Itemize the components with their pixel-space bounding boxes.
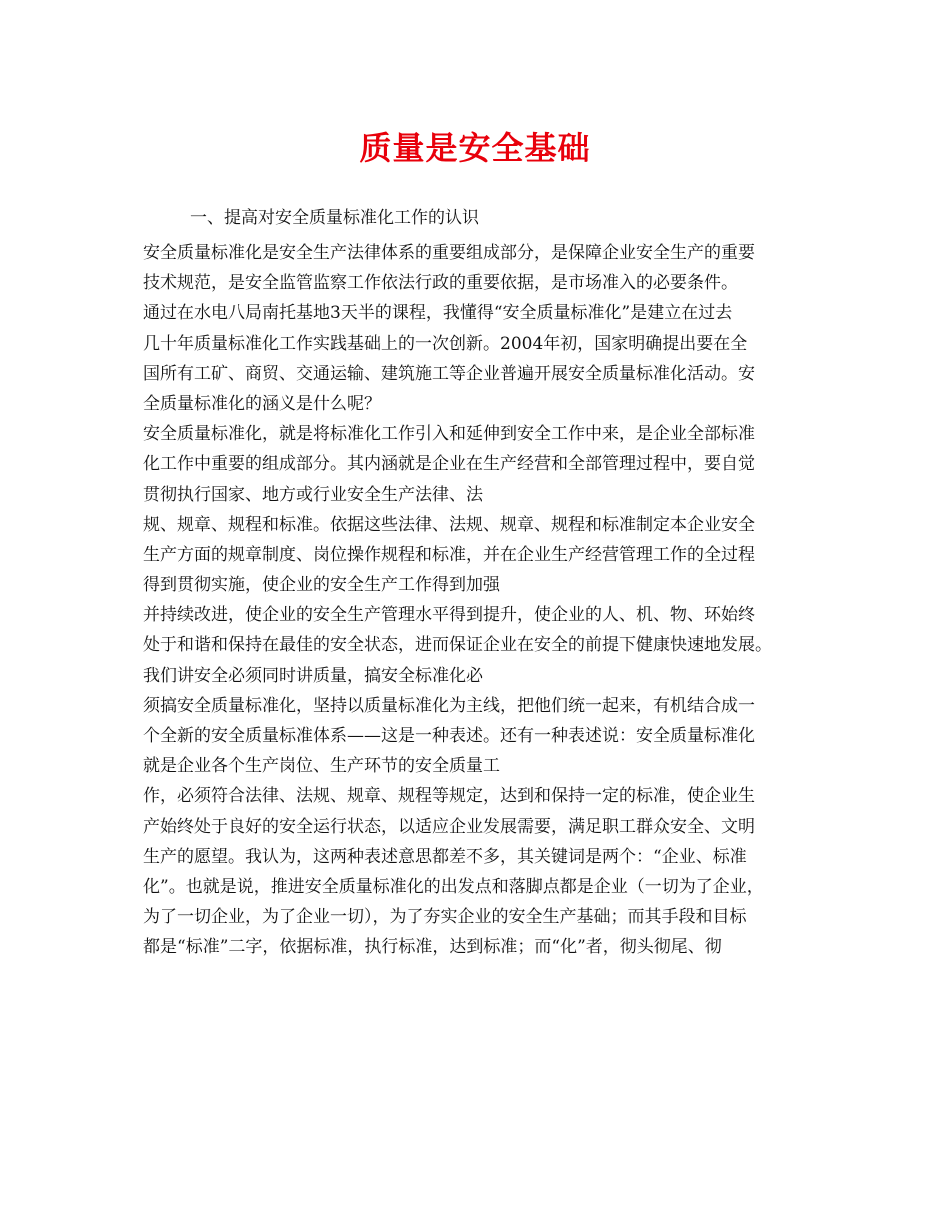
text-line: 个全新的安全质量标准体系——这是一种表述。还有一种表述说：安全质量标准化 (143, 726, 755, 746)
text-line: 贯彻执行国家、地方或行业安全生产法律、法 (143, 484, 483, 505)
text-line: 几十年质量标准化工作实践基础上的一次创新。2004年初，国家明确提出要在全 (143, 333, 748, 354)
text-line: 须搞安全质量标准化，坚持以质量标准化为主线，把他们统一起来，有机结合成一 (143, 695, 755, 716)
text-line: 我们讲安全必须同时讲质量，搞安全标准化必 (143, 665, 483, 686)
text-line: 化工作中重要的组成部分。其内涵就是企业在生产经营和全部管理过程中，要自觉 (143, 454, 755, 475)
text-line: 为了一切企业，为了企业一切），为了夯实企业的安全生产基础；而其手段和目标 (143, 907, 747, 928)
text-line: 安全质量标准化，就是将标准化工作引入和延伸到安全工作中来，是企业全部标准 (143, 424, 755, 445)
body-text (143, 238, 833, 963)
text-line: 处于和谐和保持在最佳的安全状态，进而保证企业在安全的前提下健康快速地发展。 (143, 635, 772, 656)
text-line: 通过在水电八局南托基地3天半的课程，我懂得“安全质量标准化”是建立在过去 (143, 303, 733, 324)
text-line: 产始终处于良好的安全运行状态，以适应企业发展需要，满足职工群众安全、文明 (143, 816, 755, 837)
text-line: 技术规范，是安全监管监察工作依法行政的重要依据，是市场准入的必要条件。 (143, 273, 738, 294)
text-line: 规、规章、规程和标准。依据这些法律、法规、规章、规程和标准制定本企业安全 (143, 514, 755, 535)
text-line: 生产的愿望。我认为，这两种表述意思都差不多，其关键词是两个：“企业、标准 (143, 846, 747, 867)
document-title: 质量是安全基础 (359, 129, 591, 167)
text-line: 并持续改进，使企业的安全生产管理水平得到提升，使企业的人、机、物、环始终 (143, 605, 755, 626)
text-line: 作，必须符合法律、法规、规章、规程等规定，达到和保持一定的标准，使企业生 (143, 786, 755, 807)
text-line: 都是“标准”二字，依据标准，执行标准，达到标准；而“化”者，彻头彻尾、彻 (143, 937, 722, 958)
text-line: 安全质量标准化是安全生产法律体系的重要组成部分，是保障企业安全生产的重要 (143, 243, 755, 263)
text-line: 生产方面的规章制度、岗位操作规程和标准，并在企业生产经营管理工作的全过程 (143, 544, 755, 565)
text-line: 全质量标准化的涵义是什么呢？ (143, 393, 381, 414)
text-line: 得到贯彻实施，使企业的安全生产工作得到加强 (143, 575, 500, 596)
section-heading: 一、提高对安全质量标准化工作的认识 (190, 208, 479, 228)
text-line: 国所有工矿、商贸、交通运输、建筑施工等企业普遍开展安全质量标准化活动。安 (143, 363, 755, 384)
text-line: 就是企业各个生产岗位、生产环节的安全质量工 (143, 756, 500, 777)
text-line: 化”。也就是说，推进安全质量标准化的出发点和落脚点都是企业（一切为了企业， (143, 876, 764, 897)
